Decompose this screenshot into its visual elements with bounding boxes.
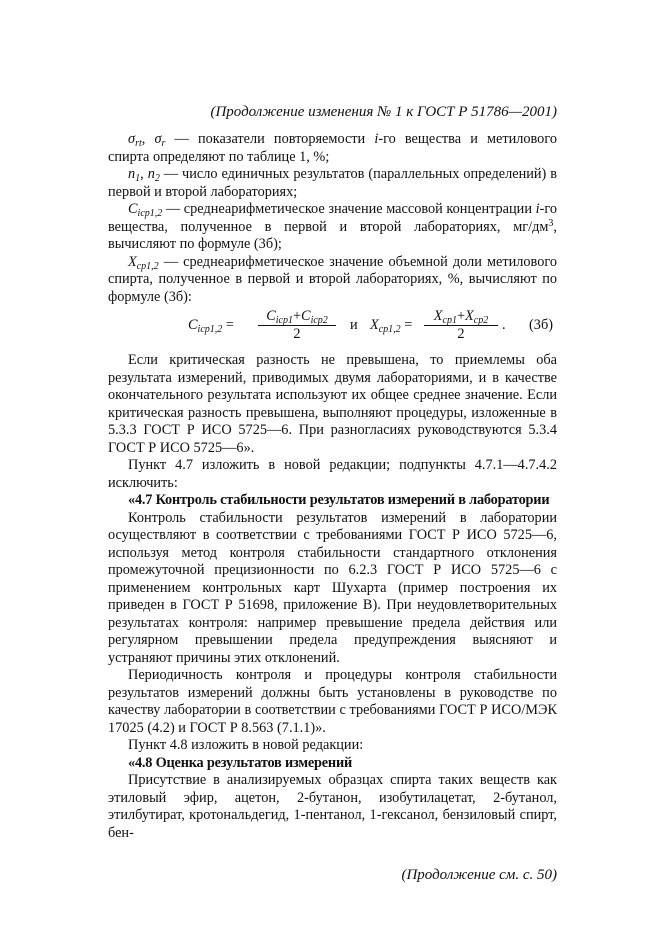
paragraph-critical-difference: Если критическая разность не превышена, то приемлемы оба результата измерений, приводимых двумя лабораториями, и в качестве окончательного результата используют их общее среднее значение. Если критическая разность превышена, выполняют процедуры, изложенные в 5.3.3 ГОСТ Р ИСО 5725—6. При разногласиях руководствуются 5.3.4 ГОСТ Р ИСО 5725—6». [108,352,557,456]
paragraph-stability-control: Контроль стабильности результатов измерений в лаборатории осуществляют в соответствии с требованиями ГОСТ Р ИСО 5725—6, используя метод контроля стабильности стандартного отклонения промежуточной прецизионности по 6.2.3 ГОСТ Р ИСО 5725—6 с применением контрольных карт Шухарта (пример построения их приведен в ГОСТ Р 51698, приложение В). При неудовлетворительных результатах контроля: например превышение предела действия или регулярном превышении предела предупреждения выясняют и устраняют причины этих отклонений. [108,509,557,666]
page-header: (Продолжение изменения № 1 к ГОСТ Р 51786—2001) [210,104,557,120]
formula-x-lhs: $X_{cp1,2}$ = [370,317,413,335]
formula-x-fraction: $X_{cp1}+X_{cp2}$ 2 [424,308,498,343]
paragraph-periodicity: Периодичность контроля и процедуры контроля стабильности результатов измерений должны быть установлены в руководстве по качеству лаборатории в соответствии с требованиями ГОСТ Р ИСО/МЭК 17025 (4.2) и ГОСТ Р 8.563 (7.1.1)». [108,667,557,736]
paragraph-clause-4-8-note: Пункт 4.8 изложить в новой редакции: [128,737,364,753]
definition-sigma: $\sigma_{rt}$, $\sigma_r$ — показатели повторяемости i-го вещества и метилового спирта определяют по таблице 1, %; [108,131,557,165]
definition-c: $C_{icp1,2}$ — среднеарифметическое значение массовой концентрации i-го вещества, полученное в первой и второй лабораториях, $мг/дм^3$, вычисляют по формуле (3б); [108,201,557,252]
formula-and: и [350,317,358,333]
heading-4-8: «4.8 Оценка результатов измерений [128,754,353,771]
formula-dot: . [502,317,506,333]
formula-number: (3б) [529,317,553,333]
formula-3b [108,308,557,350]
document-body [108,131,557,842]
paragraph-substances: Присутствие в анализируемых образцах спирта таких веществ как этиловый эфир, ацетон, 2-бутанон, изобутилацетат, 2-бутанол, этилбутират, кротональдегид, 1-пентанол, 1-гексанол, бензиловый спирт, бен- [108,772,557,841]
definition-x: $X_{cp1,2}$ — среднеарифметическое значение объемной доли метилового спирта, полученное в первой и второй лабораториях, %, вычисляют по формуле (3б): [108,253,557,305]
paragraph-clause-4-7-note: Пункт 4.7 изложить в новой редакции; подпункты 4.7.1—4.7.4.2 исключить: [108,457,557,491]
heading-4-7: «4.7 Контроль стабильности результатов измерений в лаборатории [128,492,550,508]
formula-c-fraction: $C_{icp1}+C_{icp2}$ 2 [258,308,336,343]
page-footer: (Продолжение см. с. 50) [401,867,557,883]
definition-n: $n_1$, $n_2$ — число единичных результатов (параллельных определений) в первой и второй лабораториях; [108,166,557,200]
formula-c-lhs: $C_{icp1,2}$ = [188,317,234,335]
